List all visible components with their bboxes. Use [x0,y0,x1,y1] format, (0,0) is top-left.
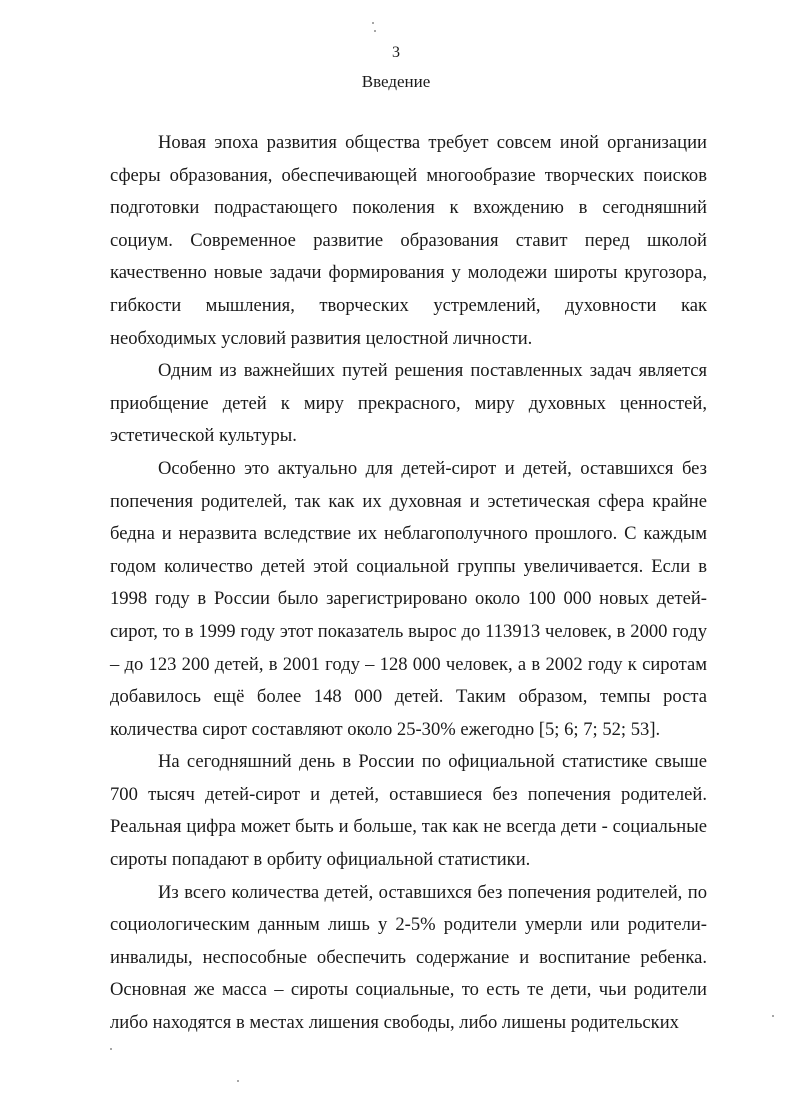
paragraph: Особенно это актуально для детей-сирот и детей, оставшихся без попечения родителей, так как их духовная и эстетическая сфера крайне бедна и неразвита вследствие их неблагополучного прошлого. С каждым годом количество детей этой социальной группы увеличивается. Если в 1998 году в России было зарегистрировано около 100 000 новых детей-сирот, то в 1999 году этот показатель вырос до 113913 человек, в 2000 году – до 123 200 детей, в 2001 году – 128 000 человек, а в 2002 году к сиротам добавилось ещё более 148 000 детей. Таким образом, темпы роста количества сирот составляют около 25-30% ежегодно [5; 6; 7; 52; 53]. [110,457,707,740]
paragraph: Новая эпоха развития общества требует совсем иной организации сферы образования, обеспечивающей многообразие творческих поисков подготовки подрастающего поколения к вхождению в сегодняшний социум. Современное развитие образования ставит перед школой качественно новые задачи формирования у молодежи широты кругозора, гибкости мышления, творческих устремлений, духовности как необходимых условий развития целостной личности. [110,132,707,349]
scan-speck [110,1048,112,1050]
paragraph: На сегодняшний день в России по официальной статистике свыше 700 тысяч детей-сирот и детей, оставшиеся без попечения родителей. Реальная цифра может быть и больше, так как не всегда дети - социальные сироты попадают в орбиту официальной статистики. [110,751,707,871]
paragraph: Из всего количества детей, оставшихся без попечения родителей, по социологическим данным лишь у 2-5% родители умерли или родители-инвалиды, неспособные обеспечить содержание и воспитание ребенка. Основная же масса – сироты социальные, то есть те дети, чьи родители либо находятся в местах лишения свободы, либо лишены родительских [110,881,707,1034]
scan-speck [772,1015,774,1017]
page-title: Введение [361,72,431,91]
page-number: 3 [392,44,400,61]
paragraph: Одним из важнейших путей решения поставленных задач является приобщение детей к миру прекрасного, миру духовных ценностей, эстетической культуры. [110,360,707,447]
scan-speck [374,30,376,32]
scan-speck [372,22,374,24]
body-text [110,127,707,1040]
scan-speck [237,1080,239,1082]
